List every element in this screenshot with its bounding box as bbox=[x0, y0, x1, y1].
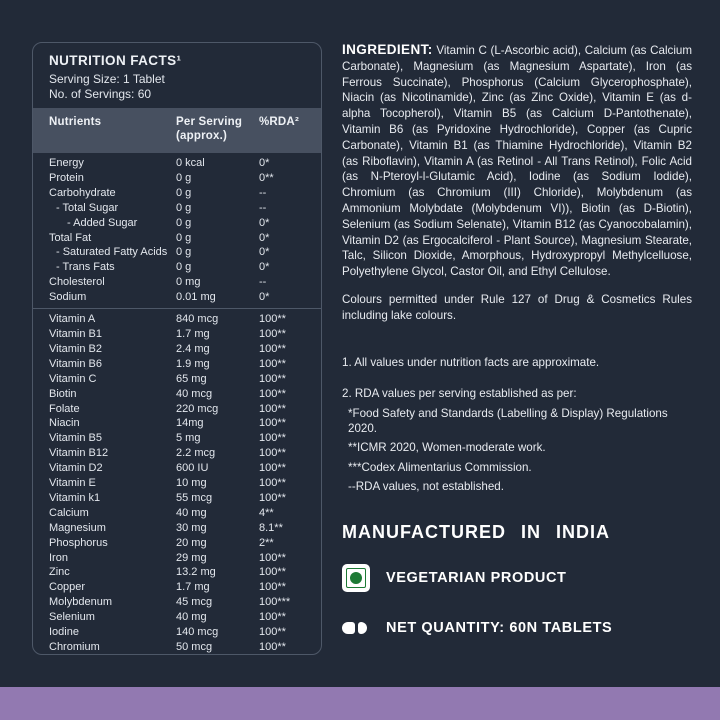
table-row: Sodium 0.01 mg 0* bbox=[49, 291, 270, 304]
nutrition-facts-panel bbox=[32, 42, 322, 655]
table-row: - Saturated Fatty Acids 0 g 0* bbox=[56, 246, 270, 259]
table-column-headers bbox=[33, 108, 321, 153]
table-row: Cholesterol 0 mg -- bbox=[49, 276, 267, 289]
table-row: Vitamin B12 2.2 mcg 100** bbox=[49, 447, 286, 460]
table-row: - Total Sugar 0 g -- bbox=[56, 201, 267, 214]
note-approximate: 1. All values under nutrition facts are approximate. bbox=[342, 356, 600, 369]
capsule-icon bbox=[342, 622, 370, 634]
vegetarian-product-label: VEGETARIAN PRODUCT bbox=[386, 570, 567, 586]
table-row: Iodine 140 mcg 100** bbox=[49, 626, 286, 639]
table-row: Folate 220 mcg 100** bbox=[49, 402, 286, 415]
table-row: Vitamin A 840 mcg 100** bbox=[49, 313, 286, 326]
ingredients-paragraph bbox=[342, 42, 692, 280]
ingredients-text: Vitamin C (L-Ascorbic acid), Calcium (as Calcium Carbonate), Magnesium (as Magnesium Aspartate), Iron (as Ferrous Succinate), Phosphorus (Calcium Glycerophosphate), Niacin (as Nicotinamide), Zinc (as Zinc Oxide), Vitamin E (as d-alpha Tocopherol), Vitamin B5 (as Calcium D-Pantothenate), Vitamin B6 (as Pyridoxine Hydrochloride), Copper (as Cupric Carbonate), Vitamin B1 (as Thiamine Hydrochloride), Vitamin B2 (as Riboflavin), Vitamin A (as Retinol - All Trans Retinol), Folic Acid (as N-Pteroyl-l-Glutamic Acid), Iodine (as Sodium Iodide), Chromium (as Chromium (III) Chloride), Molybdenum (as Ammonium Molybdate (Molybdenum VI)), Biotin (as D-Biotin), Selenium (as Sodium Selenate), Vitamin B12 (as Cyanocobalamin), Vitamin D2 (as Ergocalciferol - Plant Source), Magnesium Stearate, Talc, Silicon Dioxide, Amorphous, Hydroxypropyl Methylcelluose, Polyethylene Glycol, Castor Oil, and Ethyl Cellulose. bbox=[342, 44, 692, 279]
table-row: Niacin 14mg 100** bbox=[49, 417, 286, 430]
capsule-right-half bbox=[358, 622, 367, 634]
veg-mark-border bbox=[346, 568, 366, 588]
nutrition-facts-title: NUTRITION FACTS¹ bbox=[49, 53, 182, 68]
column-header-rda: %RDA² bbox=[259, 116, 299, 128]
table-row: Carbohydrate 0 g -- bbox=[49, 186, 267, 199]
bottom-accent-bar bbox=[0, 687, 720, 720]
table-row: Copper 1.7 mg 100** bbox=[49, 581, 286, 594]
vegetarian-badge-row bbox=[342, 564, 692, 592]
table-row: Selenium 40 mg 100** bbox=[49, 611, 286, 624]
servings-count-text: No. of Servings: 60 bbox=[49, 87, 152, 101]
sub-note: *Food Safety and Standards (Labelling & Display) Regulations 2020. bbox=[348, 407, 668, 435]
table-row: Molybdenum 45 mcg 100*** bbox=[49, 596, 291, 609]
note-rda-heading: 2. RDA values per serving established as per: bbox=[342, 387, 577, 400]
veg-mark-dot bbox=[350, 572, 362, 584]
table-row: Calcium 40 mg 4** bbox=[49, 506, 274, 519]
table-row: Zinc 13.2 mg 100** bbox=[49, 566, 286, 579]
capsule-left-half bbox=[342, 622, 355, 634]
colours-note: Colours permitted under Rule 127 of Drug & Cosmetics Rules including lake colours. bbox=[342, 293, 692, 322]
manufactured-in-india-text: MANUFACTURED IN INDIA bbox=[342, 522, 610, 542]
table-row: Phosphorus 20 mg 2** bbox=[49, 536, 274, 549]
veg-mark-icon bbox=[342, 564, 370, 592]
table-row: Vitamin C 65 mg 100** bbox=[49, 372, 286, 385]
macronutrients-section bbox=[33, 153, 321, 308]
nutrition-facts-header bbox=[33, 43, 321, 108]
table-row: Vitamin B2 2.4 mg 100** bbox=[49, 342, 286, 355]
table-row: Energy 0 kcal 0* bbox=[49, 157, 270, 169]
sub-note: **ICMR 2020, Women-moderate work. bbox=[348, 441, 546, 454]
net-quantity-label: NET QUANTITY: 60N TABLETS bbox=[386, 620, 613, 636]
table-row: Vitamin E 10 mg 100** bbox=[49, 477, 286, 490]
column-header-per-serving: Per Serving (approx.) bbox=[176, 116, 243, 142]
serving-size-text: Serving Size: 1 Tablet bbox=[49, 72, 165, 86]
table-row: Vitamin D2 600 IU 100** bbox=[49, 462, 286, 475]
sub-note: ***Codex Alimentarius Commission. bbox=[348, 460, 532, 474]
table-row: Vitamin k1 55 mcg 100** bbox=[49, 491, 286, 504]
table-row: Magnesium 30 mg 8.1** bbox=[49, 521, 283, 534]
sub-note: --RDA values, not established. bbox=[348, 480, 504, 493]
column-header-nutrients: Nutrients bbox=[49, 116, 102, 128]
table-row: Chromium 50 mcg 100** bbox=[49, 641, 286, 653]
note-rda-block bbox=[342, 386, 692, 500]
table-row: - Trans Fats 0 g 0* bbox=[56, 261, 270, 274]
table-row: Vitamin B1 1.7 mg 100** bbox=[49, 327, 286, 340]
table-row: Vitamin B6 1.9 mg 100** bbox=[49, 357, 286, 370]
table-row: Vitamin B5 5 mg 100** bbox=[49, 432, 286, 445]
table-row: Iron 29 mg 100** bbox=[49, 551, 286, 564]
micronutrients-section bbox=[33, 309, 321, 655]
net-quantity-row bbox=[342, 620, 692, 636]
table-row: Biotin 40 mcg 100** bbox=[49, 387, 286, 400]
table-row: - Added Sugar 0 g 0* bbox=[67, 216, 270, 229]
ingredients-label: INGREDIENT: bbox=[342, 42, 433, 57]
table-row: Protein 0 g 0** bbox=[49, 171, 274, 184]
table-row: Total Fat 0 g 0* bbox=[49, 231, 270, 244]
note-rda-subnotes bbox=[342, 407, 692, 495]
